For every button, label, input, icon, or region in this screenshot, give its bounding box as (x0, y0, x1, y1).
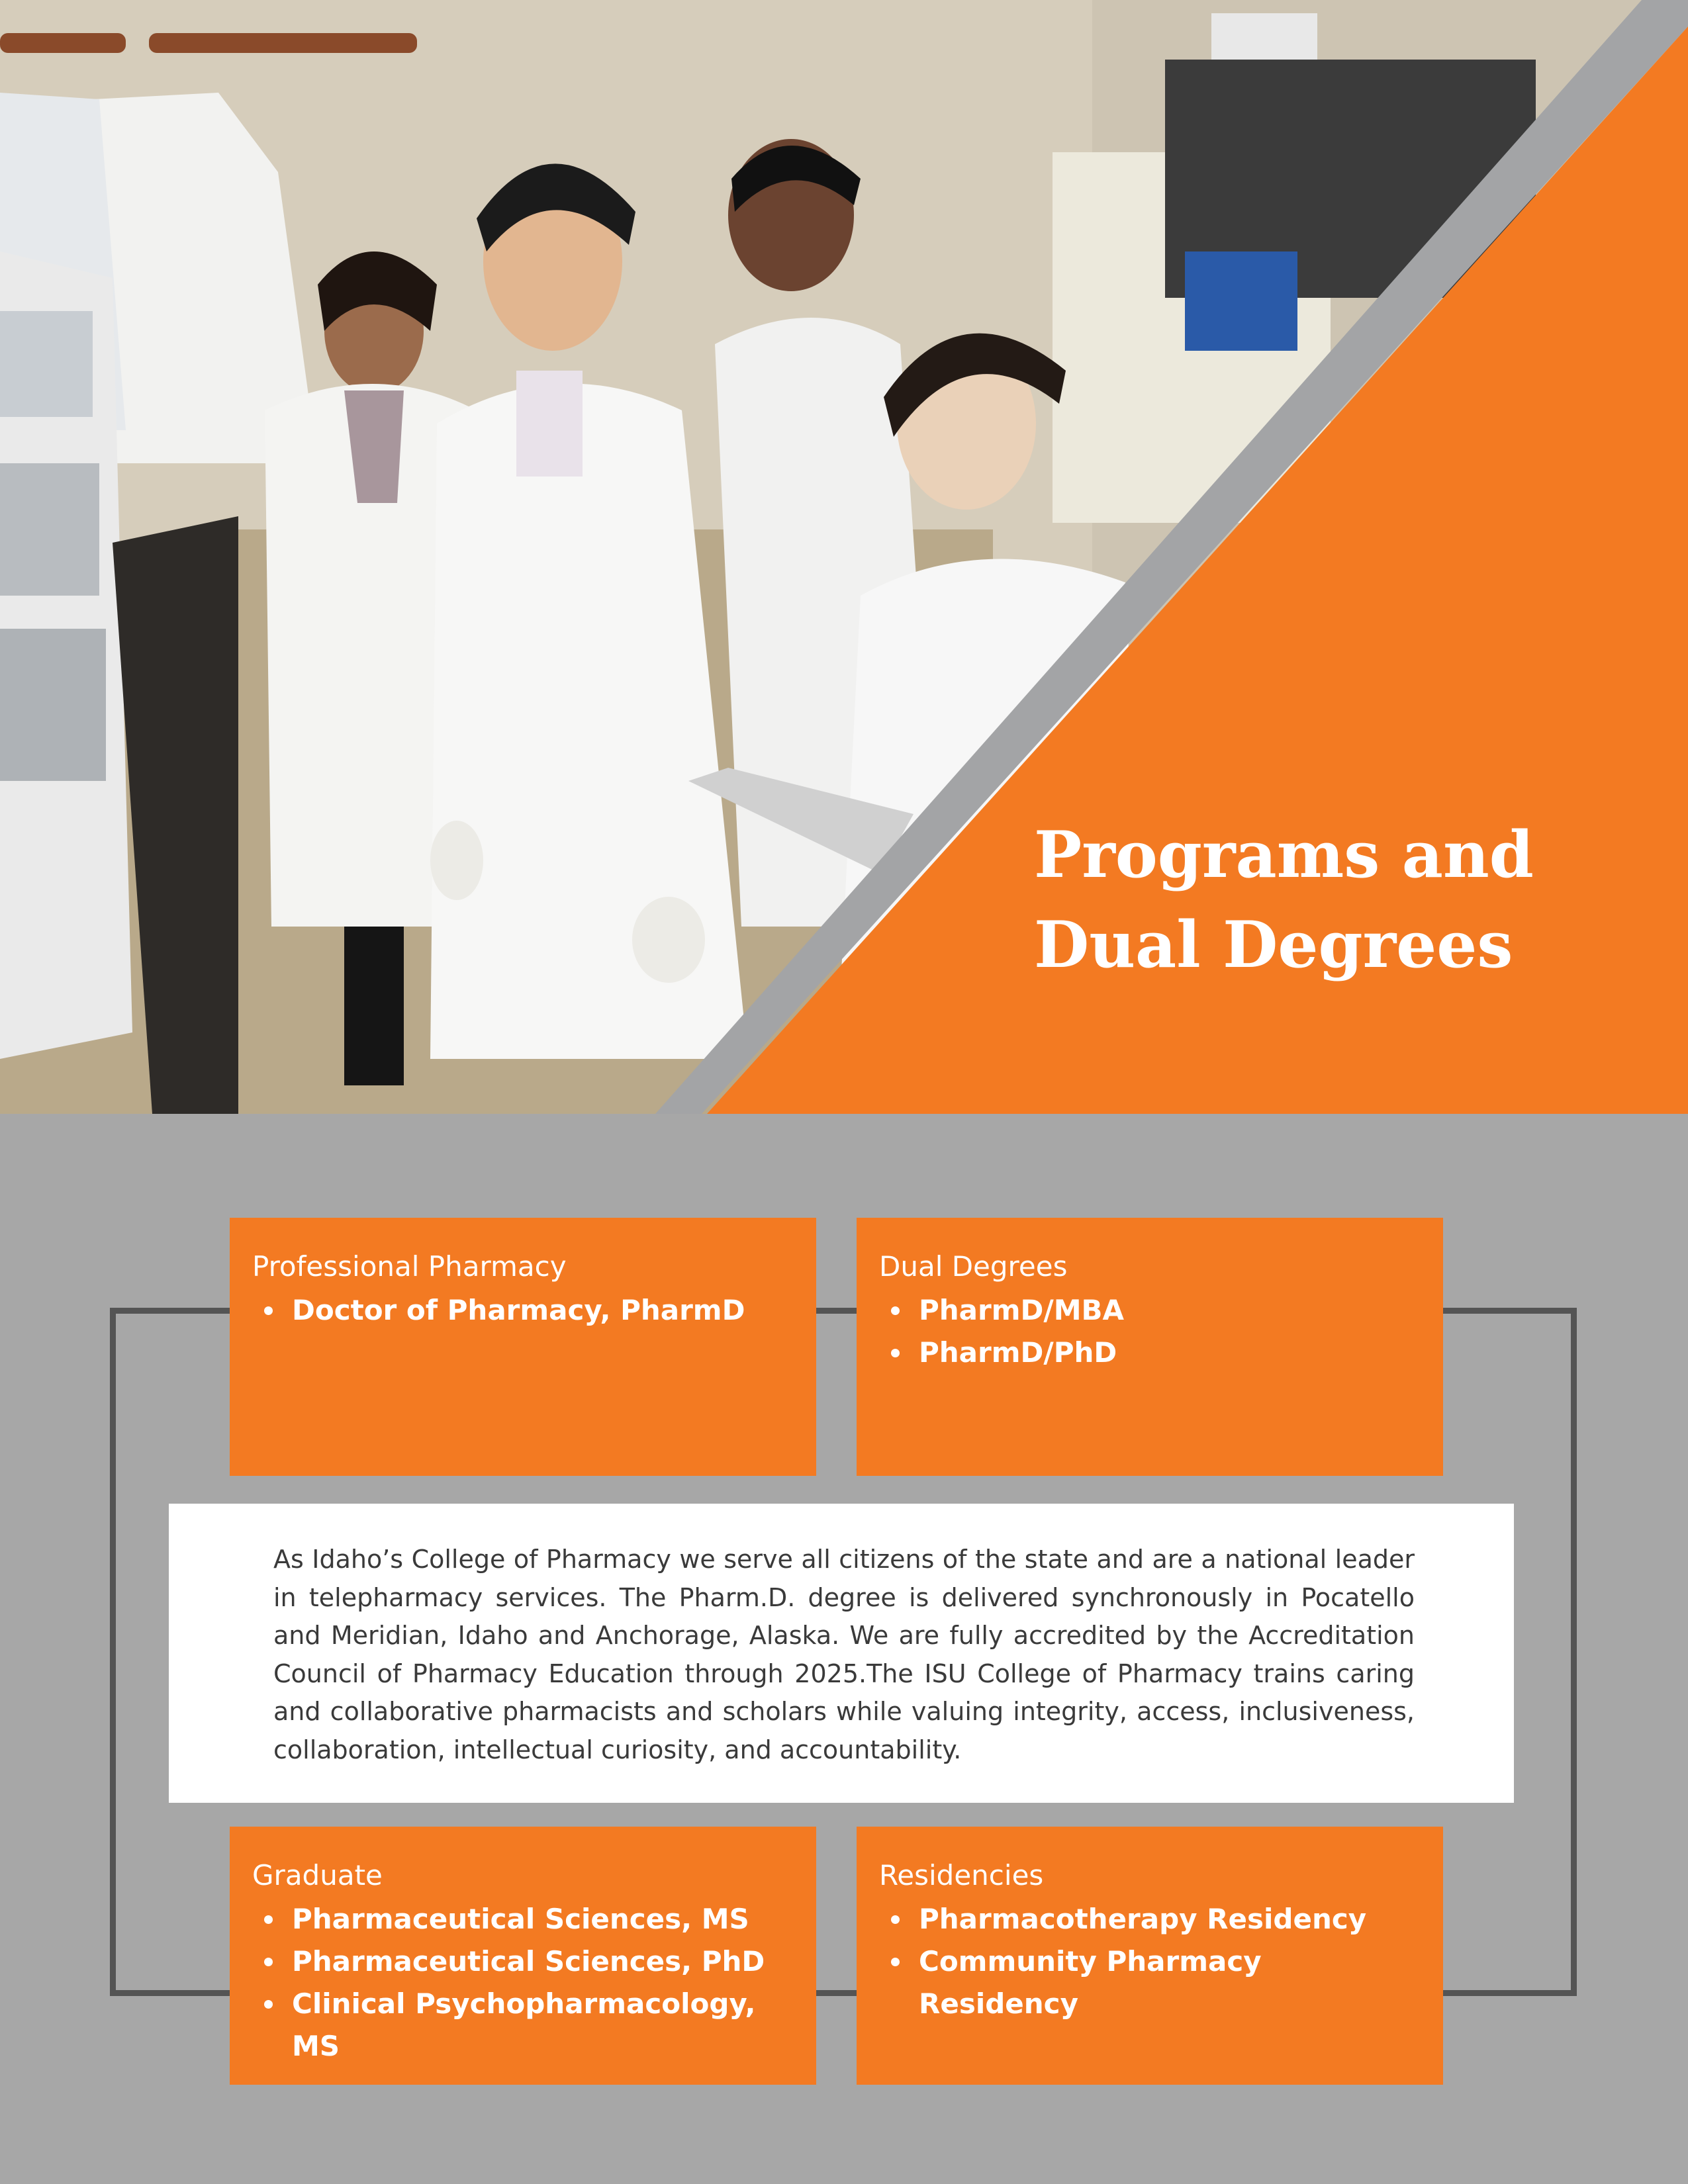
page-title-line-1: Programs and (1034, 817, 1534, 892)
residencies-heading: Residencies (879, 1859, 1044, 1891)
graduate-heading: Graduate (252, 1859, 383, 1891)
list-item: PharmD/PhD (879, 1332, 1421, 1374)
list-item: Clinical Psychopharmacology, MS (252, 1983, 794, 2068)
professional-pharmacy-heading: Professional Pharmacy (252, 1250, 567, 1283)
dual-degrees-list (879, 1289, 1421, 1374)
list-item: Pharmacotherapy Residency (879, 1898, 1421, 1940)
list-item: Pharmaceutical Sciences, MS (252, 1898, 794, 1940)
graduate-list (252, 1898, 794, 2068)
list-item: PharmD/MBA (879, 1289, 1421, 1332)
dual-degrees-heading: Dual Degrees (879, 1250, 1068, 1283)
dual-degrees-box (857, 1218, 1443, 1476)
professional-pharmacy-box (230, 1218, 816, 1476)
list-item: Community Pharmacy Residency (879, 1940, 1421, 2025)
graduate-box (230, 1827, 816, 2085)
page-title-line-2: Dual Degrees (1034, 907, 1513, 982)
list-item: Doctor of Pharmacy, PharmD (252, 1289, 794, 1332)
page-title (1034, 810, 1630, 990)
about-panel (169, 1504, 1514, 1803)
residencies-box (857, 1827, 1443, 2085)
professional-pharmacy-list (252, 1289, 794, 1332)
about-text: As Idaho’s College of Pharmacy we serve all citizens of the state and are a national leader in telepharmacy services. The Pharm.D. degree is delivered synchronously in Pocatello and Meridian, Idaho and Anchorage, Alaska. We are fully accredited by the Accreditation Council of Pharmacy Education through 2025.The ISU College of Pharmacy trains caring and collaborative pharmacists and scholars while valuing integrity, access, inclusiveness, collaboration, intellectual curiosity, and accountability. (273, 1545, 1415, 1764)
list-item: Pharmaceutical Sciences, PhD (252, 1940, 794, 1983)
residencies-list (879, 1898, 1421, 2025)
